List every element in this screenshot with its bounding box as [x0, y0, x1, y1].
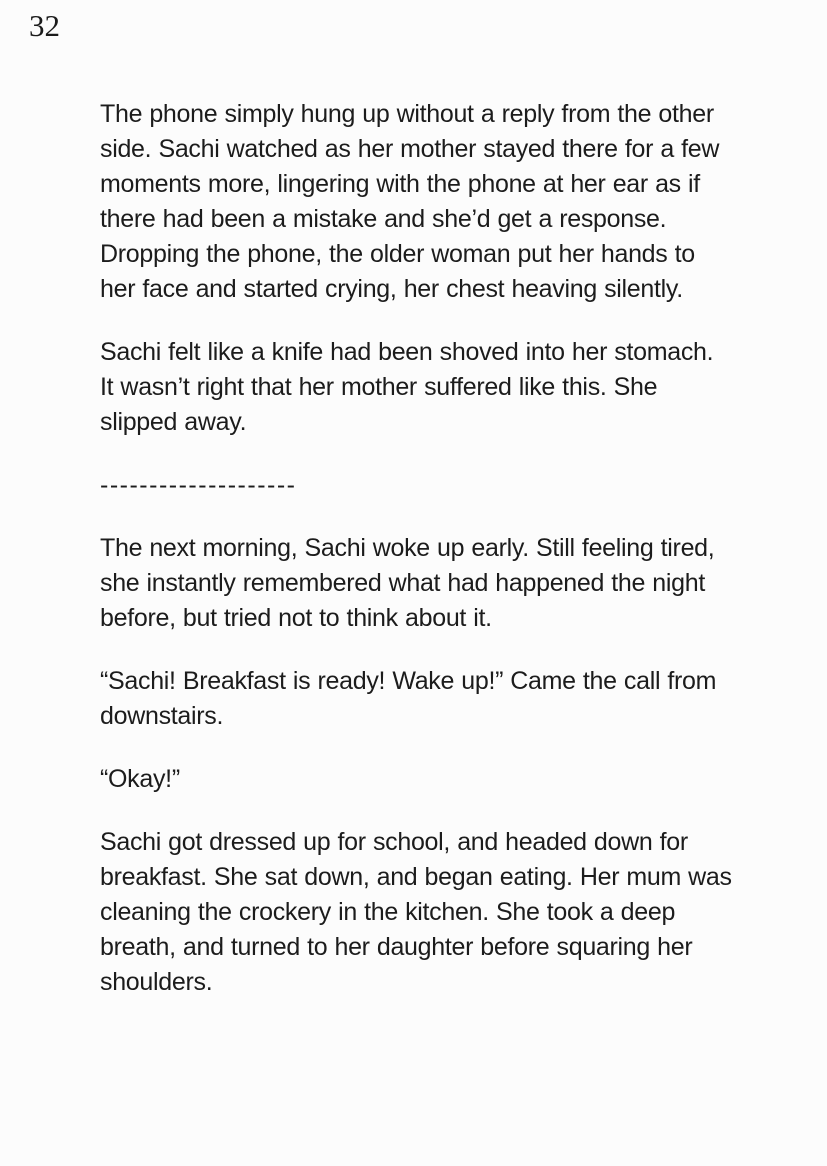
paragraph: Sachi got dressed up for school, and headed down for breakfast. She sat down, and began eating. Her mum was cleaning the crockery in the kitchen. She took a deep breath, and turned to her daughter before squaring her shoulders. [100, 828, 732, 996]
paragraph: The phone simply hung up without a reply from the other side. Sachi watched as her mother stayed there for a few moments more, lingering with the phone at her ear as if there had been a mistake and she’d get a response. Dropping the phone, the older woman put her hands to her face and started crying, her chest heaving silently. [100, 100, 720, 303]
separator-dashes: -------------------- [100, 471, 297, 499]
text-block [100, 97, 732, 1028]
paragraph: Sachi felt like a knife had been shoved into her stomach. It wasn’t right that her mother suffered like this. She slipped away. [100, 338, 714, 436]
paragraph: The next morning, Sachi woke up early. Still feeling tired, she instantly remembered what had happened the night before, but tried not to think about it. [100, 534, 715, 632]
paragraph: “Sachi! Breakfast is ready! Wake up!” Came the call from downstairs. [100, 667, 717, 730]
paragraph: “Okay!” [100, 765, 180, 793]
page-number: 32 [29, 8, 60, 43]
